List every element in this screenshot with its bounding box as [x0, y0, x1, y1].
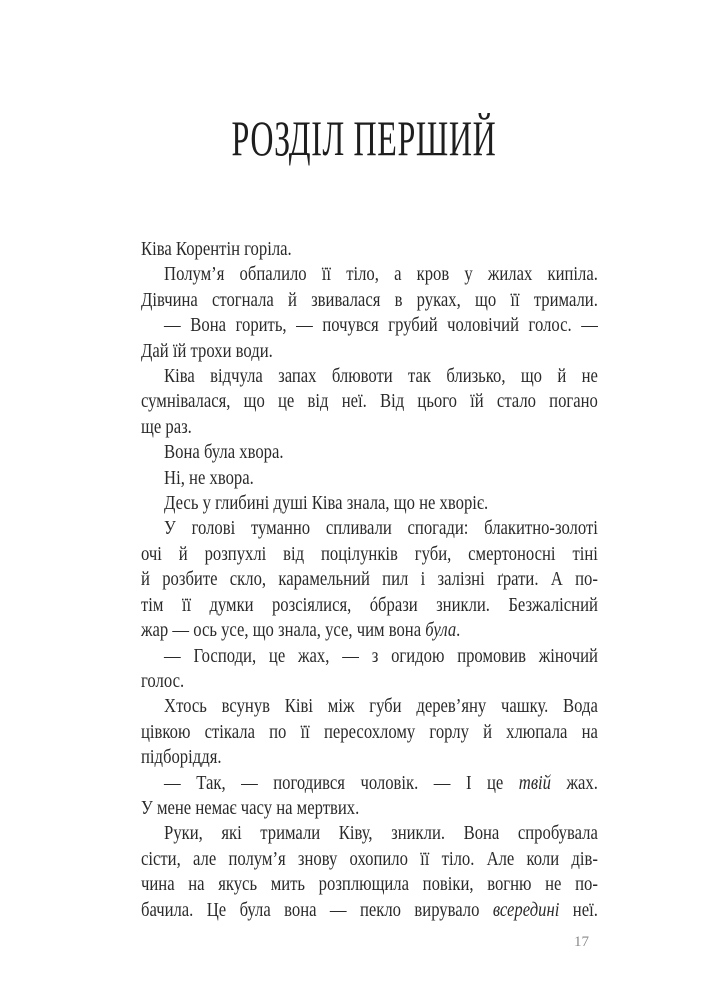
- text-segment: жар — ось усе, що знала, усе, чим вона: [141, 620, 426, 642]
- text-segment: Вона була хвора.: [164, 442, 284, 464]
- text-line: [141, 618, 598, 643]
- text-line: [141, 694, 598, 719]
- text-segment: Ківа Корентін горіла.: [141, 239, 292, 260]
- text-line: [141, 796, 598, 821]
- text-segment: ще раз.: [141, 416, 192, 438]
- text-segment: сумнівалася, що це від неї. Від цього їй стало погано: [141, 391, 598, 413]
- text-line: [141, 339, 598, 364]
- text-line: [141, 745, 598, 770]
- text-line: [141, 669, 598, 694]
- italic-text: всередині: [492, 899, 560, 921]
- text-segment: Десь у глибині душі Ківа знала, що не хворіє.: [164, 493, 489, 515]
- text-line: [141, 415, 598, 440]
- text-line: [141, 389, 598, 414]
- chapter-title-text: РОЗДІЛ ПЕРШИЙ: [231, 110, 497, 166]
- body-text: [141, 237, 598, 923]
- text-line: [141, 898, 598, 923]
- text-line: [141, 288, 598, 313]
- text-segment: — Так, — погодився чоловік. — І це: [164, 772, 519, 794]
- text-line: [141, 237, 598, 262]
- text-segment: — Вона горить, — почувся грубий чоловічий голос. —: [164, 315, 598, 337]
- text-segment: неї.: [559, 899, 598, 921]
- text-segment: — Господи, це жах, — з огидою промовив жіночий: [164, 645, 598, 667]
- text-segment: очі й розпухлі від поцілунків губи, смертоносні тіні: [141, 543, 598, 565]
- text-line: [141, 542, 598, 567]
- text-segment: Руки, які тримали Ківу, зникли. Вона спробувала: [164, 823, 598, 845]
- text-line: [141, 567, 598, 592]
- text-line: [141, 821, 598, 846]
- text-line: [141, 313, 598, 338]
- text-line: [141, 720, 598, 745]
- text-line: [141, 771, 598, 796]
- text-segment: голос.: [141, 670, 185, 692]
- italic-text: була: [425, 620, 457, 642]
- text-line: [141, 847, 598, 872]
- text-segment: Дівчина стогнала й звивалася в руках, що її тримали.: [141, 289, 598, 311]
- text-segment: Хтось всунув Ківі між губи дерев’яну чашку. Вода: [164, 696, 598, 718]
- text-line: [141, 364, 598, 389]
- text-line: [141, 491, 598, 516]
- text-segment: У мене немає часу на мертвих.: [141, 797, 360, 819]
- chapter-title: [0, 108, 728, 168]
- text-segment: підборіддя.: [141, 747, 222, 769]
- text-segment: сісти, але полум’я знову охопило її тіло. Але коли дів-: [141, 848, 598, 870]
- text-segment: .: [456, 620, 461, 642]
- text-line: [141, 593, 598, 618]
- text-segment: цівкою стікала по її пересохлому горлу й хлюпала на: [141, 721, 598, 743]
- text-segment: тім її думки розсіялися, óбрази зникли. Безжалісний: [141, 594, 598, 616]
- text-line: [141, 466, 598, 491]
- text-line: [141, 516, 598, 541]
- text-segment: Полум’я обпалило її тіло, а кров у жилах кипіла.: [164, 264, 598, 286]
- text-line: [141, 872, 598, 897]
- text-segment: Ківа відчула запах блювоти так близько, що й не: [164, 366, 598, 388]
- text-segment: бачила. Це була вона — пекло вирувало: [141, 899, 493, 921]
- text-line: [141, 440, 598, 465]
- text-segment: Ні, не хвора.: [164, 467, 254, 489]
- text-segment: У голові туманно спливали спогади: блакитно-золоті: [164, 518, 598, 540]
- page-number: 17: [574, 934, 589, 950]
- text-segment: чина на якусь мить розплющила повіки, вогню не по-: [141, 874, 598, 896]
- italic-text: твій: [518, 772, 552, 794]
- text-segment: жах.: [551, 772, 598, 794]
- text-line: [141, 262, 598, 287]
- text-segment: й розбите скло, карамельний пил і залізні ґрати. А по-: [141, 569, 598, 591]
- text-segment: Дай їй трохи води.: [141, 340, 273, 362]
- text-line: [141, 644, 598, 669]
